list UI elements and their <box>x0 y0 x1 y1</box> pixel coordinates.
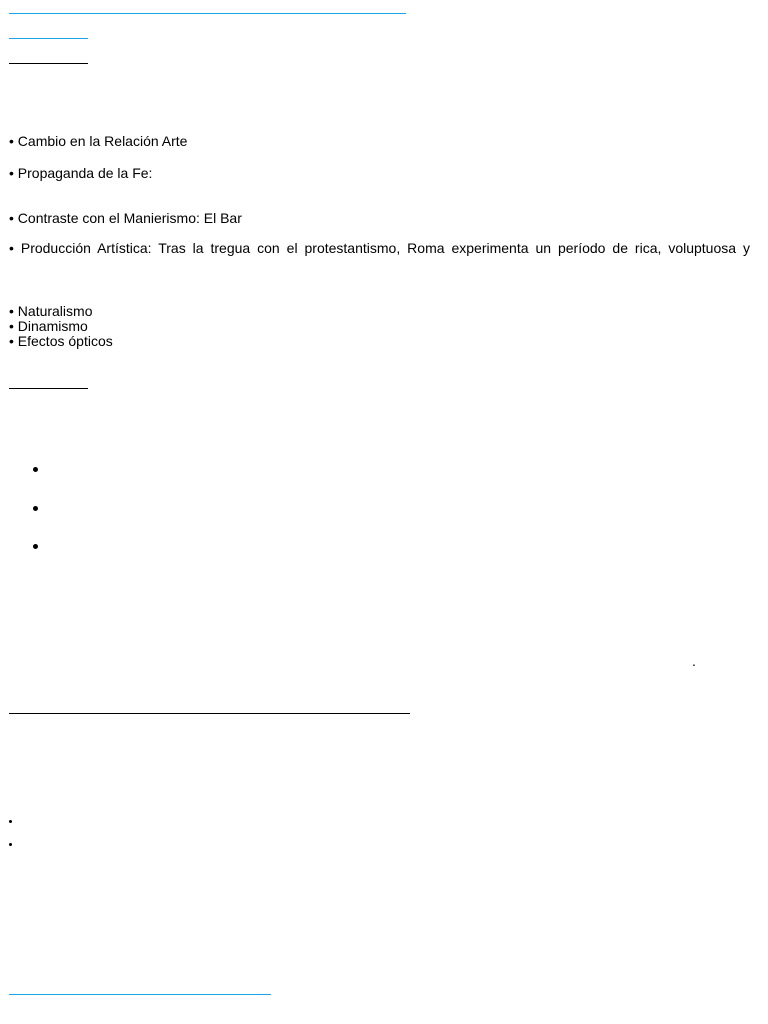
link-underline-top[interactable] <box>9 13 406 14</box>
bullet-relacion-arte: • Cambio en la Relación Arte <box>9 133 188 149</box>
list-bullet-2 <box>33 506 38 511</box>
feature-dinamismo: • Dinamismo <box>9 318 88 334</box>
heading-underline-1 <box>9 63 88 64</box>
trailing-period: . <box>692 653 696 669</box>
feature-naturalismo: • Naturalismo <box>9 303 93 319</box>
link-underline-short[interactable] <box>9 38 88 39</box>
feature-efectos-opticos: • Efectos ópticos <box>9 333 113 349</box>
bullet-contraste-manierismo: • Contraste con el Manierismo: El Bar <box>9 210 242 226</box>
link-underline-bottom[interactable] <box>9 994 271 995</box>
list-bullet-1 <box>33 467 38 472</box>
bullet-propaganda-fe: • Propaganda de la Fe: <box>9 165 153 181</box>
list-bullet-3 <box>33 544 38 549</box>
small-bullet-1 <box>9 820 12 823</box>
heading-underline-2 <box>9 388 88 389</box>
heading-underline-3 <box>9 713 410 714</box>
bullet-produccion-artistica: • Producción Artística: Tras la tregua con el protestantismo, Roma experimenta un período de rica, voluptuosa y <box>9 240 750 256</box>
small-bullet-2 <box>9 843 12 846</box>
